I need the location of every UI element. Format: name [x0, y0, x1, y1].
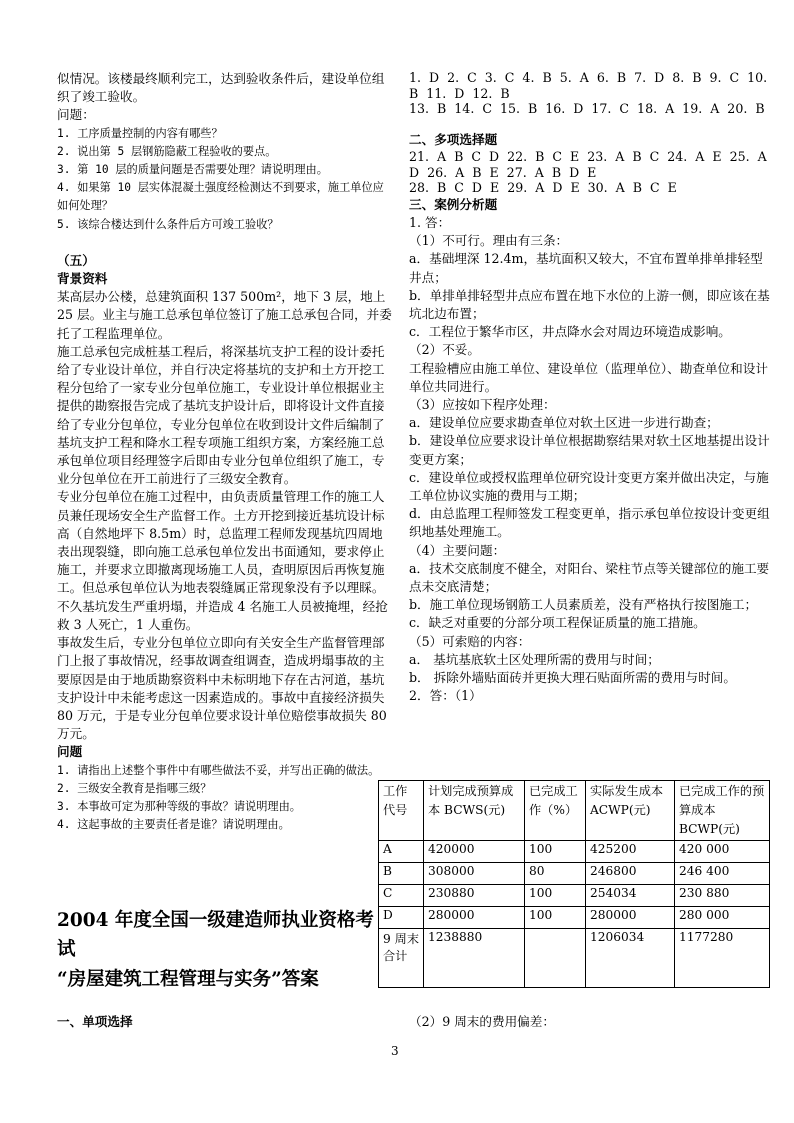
answer-line: 2．答：（1）: [409, 688, 482, 704]
table-cell: 1177280: [675, 929, 770, 988]
case-analysis-heading: 三、案例分析题: [409, 196, 498, 212]
answer-title-line-1: 2004 年度全国一级建造师执业资格考试: [57, 910, 374, 960]
multi-answers: 28. B C D E 29. A D E 30. A B C E: [409, 180, 677, 196]
question-item: 1. 请指出上述整个事件中有哪些做法不妥，并写出正确的做法。: [57, 763, 380, 777]
table-cell: 246 400: [675, 863, 770, 885]
table-cell: 100: [525, 907, 586, 929]
case-label: （五）: [57, 252, 95, 268]
table-row: [379, 885, 770, 907]
table-cell: B: [379, 863, 424, 885]
questions-heading: 问题：: [57, 107, 95, 123]
question-item: 4. 如果第 10 层实体混凝土强度经检测达不到要求，施工单位应如何处理？: [57, 181, 384, 213]
table-cell: 280 000: [675, 907, 770, 929]
table-cell: 420000: [424, 841, 525, 863]
background-paragraph: 事故发生后，专业分包单位立即向有关安全生产监督管理部门上报了事故情况，经事故调查组调查，造成坍塌事故的主要原因是由于地质勘察资料中未标明地下存在古河道，基坑支护设计中未能考虑这一因素造成的。事故中直接经济损失 80 万元，于是专业分包单位要求设计单位赔偿事故损失 80 万元。: [57, 635, 387, 742]
background-paragraph: 专业分包单位在施工过程中，由负责质量管理工作的施工人员兼任现场安全生产监督工作。土方开挖到接近基坑设计标高（自然地坪下 8.5m）时，总监理工程师发现基坑四周地表出现裂缝，即向施工总承包单位发出书面通知，要求停止施工，并要求立即撤离现场施工人员，查明原因后再恢复施工。但总承包单位认为地表裂缝属正常现象没有予以理睬。不久基坑发生严重坍塌，并造成 4 名施工人员被掩埋，经抢救 3 人死亡，1 人重伤。: [57, 489, 388, 632]
table-header: 已完成工 作（%）: [525, 781, 586, 841]
table-cell: 246800: [586, 863, 675, 885]
table-cell: 308000: [424, 863, 525, 885]
table-cell: 280000: [586, 907, 675, 929]
table-header: 实际发生成本 ACWP(元): [586, 781, 675, 841]
answer-line: a．建设单位应要求勘查单位对软土区进一步进行勘查；: [409, 415, 719, 431]
table-cell: 100: [525, 885, 586, 907]
table-row: [379, 841, 770, 863]
question-item: 1. 工序质量控制的内容有哪些？: [57, 126, 223, 140]
table-header: 工作代号: [379, 781, 424, 841]
answer-line: （5）可索赔的内容：: [409, 633, 531, 649]
table-cell: C: [379, 885, 424, 907]
table-cell: 230880: [424, 885, 525, 907]
answer-line: c．建设单位或授权监理单位研究设计变更方案并做出决定，与施工单位协议实施的费用与工期；: [409, 469, 769, 504]
question-item: 3. 本事故可定为那种等级的事故？请说明理由。: [57, 799, 301, 813]
table-row: [379, 907, 770, 929]
answer-line: b．单排单排轻型井点应布置在地下水位的上游一侧，即应该在基坑北边布置；: [409, 287, 770, 321]
answer-title-line-2: “房屋建筑工程管理与实务”答案: [57, 969, 319, 990]
table-row: [379, 929, 770, 988]
answer-line: 1. 答：: [409, 214, 451, 230]
intro-text: 似情况。该楼最终顺利完工，达到验收条件后，建设单位组织了竣工验收。: [57, 71, 385, 105]
table-cell: [525, 929, 586, 988]
answer-line: 工程验槽应由施工单位、建设单位（监理单位）、勘查单位和设计单位共同进行。: [409, 360, 768, 394]
table-cell: 1238880: [424, 929, 525, 988]
background-paragraph: 某高层办公楼，总建筑面积 137 500m²，地下 3 层，地上 25 层。业主与施工总承包单位签订了施工总承包合同，并委托了工程监理单位。: [57, 289, 392, 341]
table-cell: 1206034: [586, 929, 675, 988]
section-single-choice-heading: 一、单项选择: [57, 1014, 133, 1029]
table-cell: 280000: [424, 907, 525, 929]
multi-answers: 21. A B C D 22. B C E 23. A B C 24. A E 25. A D 26. A B E 27. A B D E: [409, 148, 767, 180]
table-cell: 425200: [586, 841, 675, 863]
table-cell: 9 周末合计: [379, 929, 424, 988]
table-cell: 230 880: [675, 885, 770, 907]
table-cell: A: [379, 841, 424, 863]
page-number: 3: [391, 1044, 399, 1058]
table-cell: 100: [525, 841, 586, 863]
cost-deviation-line: （2）9 周末的费用偏差：: [409, 1014, 555, 1029]
single-answers: 1. D 2. C 3. C 4. B 5. A 6. B 7. D 8. B 9. C 10. B 11. D 12. B: [409, 70, 768, 101]
cost-table: [378, 780, 770, 988]
answer-line: a．技术交底制度不健全，对阳台、梁柱节点等关键部位的施工要点未交底清楚；: [409, 560, 770, 595]
answer-line: b． 拆除外墙贴面砖并更换大理石贴面所需的费用与时间。: [409, 670, 736, 686]
answer-line: b．建设单位应要求设计单位根据勘察结果对软土区地基提出设计变更方案；: [409, 433, 770, 467]
answer-line: a．基础埋深 12.4m，基坑面积又较大，不宜布置单排单排轻型井点；: [409, 251, 763, 285]
answer-line: c．缺乏对重要的分部分项工程保证质量的施工措施。: [409, 615, 706, 631]
table-row: [379, 863, 770, 885]
background-paragraph: 施工总承包完成桩基工程后，将深基坑支护工程的设计委托给了专业设计单位，并自行决定将基坑的支护和土方开挖工程分包给了一家专业分包单位施工，专业设计单位根据业主提供的勘察报告完成了基坑支护设计后，即将设计文件直接给了专业分包单位，专业分包单位在收到设计文件后编制了基坑支护工程和降水工程专项施工组织方案，方案经施工总承包单位项目经理签字后即由专业分包单位组织了施工，专业分包单位在开工前进行了三级安全教育。: [57, 343, 385, 487]
question-item: 2. 说出第 5 层钢筋隐蔽工程验收的要点。: [57, 144, 277, 158]
table-cell: 254034: [586, 885, 675, 907]
answer-line: d．由总监理工程师签发工程变更单，指示承包单位按设计变更组织地基处理施工。: [409, 506, 770, 540]
answer-line: （4）主要问题：: [409, 542, 506, 558]
multi-choice-heading: 二、多项选择题: [409, 131, 498, 147]
question-item: 4. 这起事故的主要责任者是谁？请说明理由。: [57, 818, 290, 832]
questions-heading: 问题: [57, 744, 83, 760]
background-label: 背景资料: [57, 271, 108, 287]
answer-line: c．工程位于繁华市区，井点降水会对周边环境造成影响。: [409, 324, 731, 340]
question-item: 3. 第 10 层的质量问题是否需要处理？请说明理由。: [57, 163, 328, 177]
table-cell: 420 000: [675, 841, 770, 863]
question-item: 2. 三级安全教育是指哪三级？: [57, 781, 212, 795]
left-column: [57, 70, 392, 834]
table-cell: D: [379, 907, 424, 929]
question-item: 5. 该综合楼达到什么条件后方可竣工验收？: [57, 217, 279, 231]
answer-line: （1）不可行。理由有三条：: [409, 233, 569, 249]
answer-line: a． 基坑基底软土区处理所需的费用与时间；: [409, 651, 660, 667]
answer-line: b．施工单位现场钢筋工人员素质差，没有严格执行按图施工；: [409, 597, 758, 613]
table-header: 已完成工作的预算成本 BCWP(元): [675, 781, 770, 841]
answer-line: （2）不妥。: [409, 342, 480, 358]
answer-line: （3）应按如下程序处理：: [409, 397, 556, 412]
table-cell: 80: [525, 863, 586, 885]
single-answers: 13. B 14. C 15. B 16. D 17. C 18. A 19. A 20. B: [409, 101, 765, 117]
table-header: 计划完成预算成 本 BCWS(元): [424, 781, 525, 841]
right-column: [409, 70, 771, 705]
